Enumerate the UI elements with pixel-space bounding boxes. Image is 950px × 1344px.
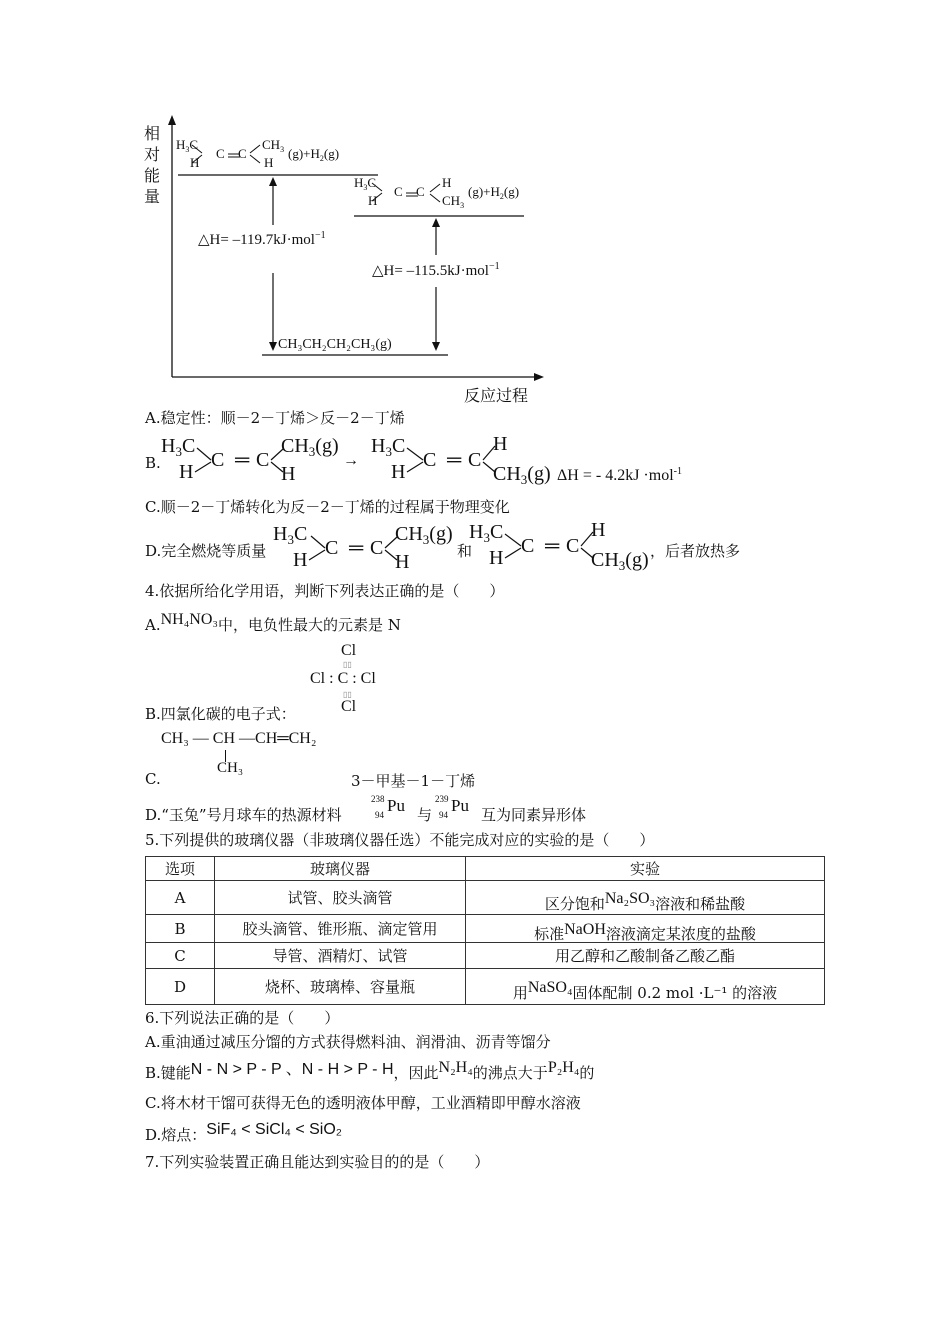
svg-text:C: C <box>370 537 384 559</box>
svg-text:→: → <box>343 452 359 469</box>
ccl4-lewis: Cl ▯▯ Cl : C : Cl ▯▯ Cl <box>310 642 376 715</box>
q3-d-and: 和 <box>457 542 473 560</box>
q6-option-a: A.重油通过减压分馏的方式获得燃料油、润滑油、沥青等馏分 <box>145 1033 551 1051</box>
svg-text:H3C: $H_3C$ <box>161 435 196 459</box>
svg-text:H3C: $H_3C$ <box>273 523 308 547</box>
butane-label: CH₃CH₂CH₂CH₃(g) <box>278 337 392 352</box>
y-axis-label: 相对能量 <box>144 124 161 206</box>
energy-diagram: 相对能量 反应过程 $H_3C$ H C C $CH_3$ H $(g)+H_2(g)$ $H_3C$ H C C H $CH_3$ $(g)+H_2(g)$ △H= –119.7kJ·mol$^{-1}$ △H= –115.5kJ·mol$^{-1}$ CH₃CH₂CH₂CH₃(g) <box>140 115 560 405</box>
svg-text:H: H <box>591 520 606 541</box>
svg-text:C: C <box>325 537 339 559</box>
row-glassware: 导管、酒精灯、试管 <box>215 943 466 969</box>
svg-text:H: H <box>489 547 504 569</box>
svg-text:C: C <box>468 449 482 471</box>
svg-text:H: H <box>179 461 194 483</box>
row-option: A <box>146 881 215 915</box>
header-option: 选项 <box>146 857 215 881</box>
q3-d-suffix: ，后者放热多 <box>650 542 741 560</box>
q6-option-d: D.熔点：SiF₄ < SiCl₄ < SiO₂ <box>145 1121 343 1144</box>
row-experiment: 标准NaOH溶液滴定某浓度的盐酸 <box>466 915 825 943</box>
svg-text:C: C <box>423 449 437 471</box>
q5-stem: 5.下列提供的玻璃仪器（非玻璃仪器任选）不能完成对应的实验的是（ ） <box>145 831 655 849</box>
row-option: D <box>146 969 215 1005</box>
header-glassware: 玻璃仪器 <box>215 857 466 881</box>
row-experiment: 用NaSO₄固体配制 0.2 mol ·L⁻¹ 的溶液 <box>466 969 825 1005</box>
table-row <box>146 915 825 943</box>
svg-text:C: C <box>566 535 580 557</box>
q3-option-a: A.稳定性：顺－2－丁烯＞反－2－丁烯 <box>145 409 405 427</box>
q6-option-b: B.键能N - N > P - P 、N - H > P - H，因此N₂H₄的沸点大于P₂H₄的 <box>145 1059 595 1082</box>
table-row <box>146 881 825 915</box>
svg-text:C: C <box>211 449 225 471</box>
svg-text:═: ═ <box>349 537 364 559</box>
svg-text:CH3(g): $CH_3(g)$ <box>493 463 551 487</box>
q3-d-prefix: D.完全燃烧等质量 <box>145 542 267 560</box>
x-axis-label: 反应过程 <box>464 386 529 405</box>
svg-text:═: ═ <box>235 449 250 471</box>
svg-text:═: ═ <box>545 535 560 557</box>
svg-text:C: C <box>521 535 535 557</box>
svg-text:CH3(g): $CH_3(g)$ <box>591 549 649 573</box>
row-glassware: 试管、胶头滴管 <box>215 881 466 915</box>
row-experiment: 区分饱和Na₂SO₃溶液和稀盐酸 <box>466 881 825 915</box>
cis-trans-equation <box>161 432 581 492</box>
energy-diagram-lines <box>140 115 560 405</box>
svg-text:C: C <box>256 449 270 471</box>
svg-text:H: H <box>293 549 308 571</box>
table-row <box>146 969 825 1005</box>
svg-text:CH3(g): $CH_3(g)$ <box>395 523 453 547</box>
table-row <box>146 943 825 969</box>
svg-text:H: H <box>391 461 406 483</box>
q4-option-b: B.四氯化碳的电子式： <box>145 705 296 723</box>
svg-text:H: H <box>395 551 410 573</box>
svg-text:H3C: $H_3C$ <box>371 435 406 459</box>
svg-text:CH3(g): $CH_3(g)$ <box>281 435 339 459</box>
row-option: B <box>146 915 215 943</box>
q6-option-c: C.将木材干馏可获得无色的透明液体甲醇，工业酒精即甲醇水溶液 <box>145 1094 581 1112</box>
q4-option-a: A.NH₄NO₃中，电负性最大的元素是 N <box>145 611 401 634</box>
q3-option-d <box>145 520 825 578</box>
right-enthalpy-label: △H= –115.5kJ·mol$^{-1}$ <box>372 261 500 279</box>
q3-b-prefix: B. <box>145 454 161 472</box>
row-experiment: 用乙醇和乙酸制备乙酸乙酯 <box>466 943 825 969</box>
q4-c-name: 3－甲基－1－丁烯 <box>351 772 476 790</box>
table-header-row <box>146 857 825 881</box>
q4-option-d: D.“玉兔”号月球车的热源材料 238 94 Pu 与 239 94 Pu 互为同素异形体 <box>145 794 587 824</box>
butene-isomers <box>273 520 693 578</box>
q3-b-enthalpy: ΔH = - 4.2kJ ·mol$^{-1}$ <box>557 466 682 484</box>
q4-option-c: CH₃ — CH —CH═CH₂ CH₃ C. 3－甲基－1－丁烯 <box>145 730 476 790</box>
row-glassware: 胶头滴管、锥形瓶、滴定管用 <box>215 915 466 943</box>
q3-option-b <box>145 432 825 492</box>
q3-option-c: C.顺－2－丁烯转化为反－2－丁烯的过程属于物理变化 <box>145 498 510 516</box>
row-option: C <box>146 943 215 969</box>
row-glassware: 烧杯、玻璃棒、容量瓶 <box>215 969 466 1005</box>
q4-stem: 4.依据所给化学用语，判断下列表达正确的是（ ） <box>145 582 505 600</box>
q4-c-chain: CH₃ — CH —CH═CH₂ <box>161 730 317 747</box>
header-experiment: 实验 <box>466 857 825 881</box>
left-enthalpy-label: △H= –119.7kJ·mol$^{-1}$ <box>198 230 326 248</box>
svg-text:═: ═ <box>447 449 462 471</box>
svg-text:H3C: $H_3C$ <box>469 521 504 545</box>
q7-stem: 7.下列实验装置正确且能达到实验目的的是（ ） <box>145 1153 490 1171</box>
q4-c-branch: CH₃ <box>217 760 244 776</box>
q6-stem: 6.下列说法正确的是（ ） <box>145 1009 340 1027</box>
svg-text:H: H <box>493 433 508 455</box>
svg-text:H: H <box>281 463 296 485</box>
q5-table <box>145 856 825 1005</box>
